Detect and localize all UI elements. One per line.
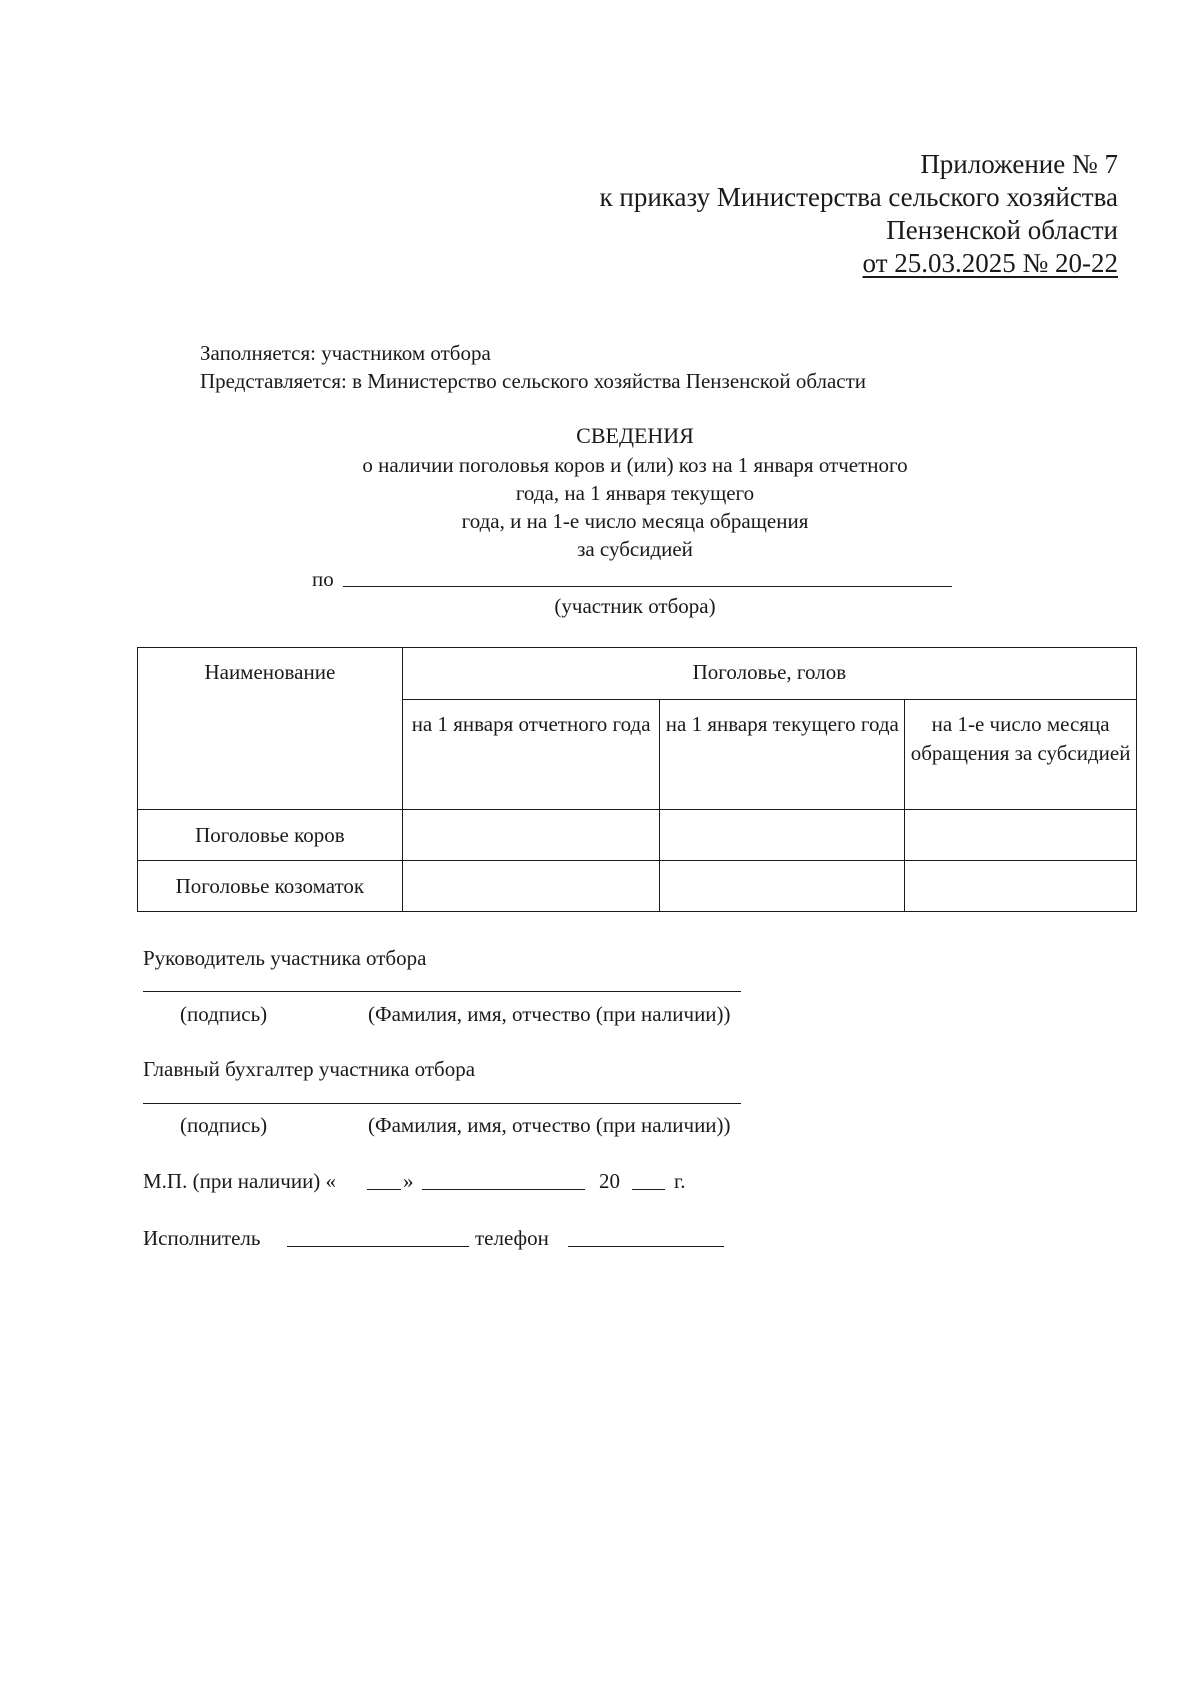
heading-line-1: о наличии поголовья коров и (или) коз на 1 января отчетного	[362, 453, 908, 477]
executor-field[interactable]	[287, 1246, 469, 1247]
phone-field[interactable]	[568, 1246, 724, 1247]
livestock-table	[137, 647, 1137, 912]
month-field[interactable]	[422, 1189, 585, 1190]
heading-line-2: года, на 1 января текущего	[515, 481, 755, 505]
head-signature-caption: (подпись)	[180, 1002, 268, 1026]
phone-label: телефон	[475, 1226, 549, 1250]
head-name-caption: (Фамилия, имя, отчество (при наличии))	[368, 1002, 731, 1026]
header-name-label: Наименование	[204, 660, 336, 684]
year-field[interactable]	[632, 1189, 665, 1190]
filled-by-line: Заполняется: участником отбора	[200, 341, 491, 365]
appendix-order-line: к приказу Министерства сельского хозяйства	[599, 182, 1118, 212]
appendix-header	[600, 148, 1118, 280]
table-row	[138, 810, 1137, 861]
input-cell[interactable]	[660, 861, 905, 912]
quote-close: »	[403, 1169, 414, 1193]
input-cell[interactable]	[905, 810, 1137, 861]
input-cell[interactable]	[660, 810, 905, 861]
accountant-label: Главный бухгалтер участника отбора	[143, 1057, 476, 1081]
year-prefix: 20	[599, 1169, 620, 1193]
participant-caption: (участник отбора)	[554, 594, 716, 618]
header-group-label: Поголовье, голов	[692, 660, 847, 684]
po-label: по	[312, 567, 334, 591]
input-cell[interactable]	[402, 861, 660, 912]
subcol-label: на 1 января отчетного года	[411, 712, 651, 736]
participant-name-field[interactable]	[343, 586, 952, 587]
day-field[interactable]	[367, 1189, 401, 1190]
header-group-cell	[402, 648, 1136, 700]
head-label: Руководитель участника отбора	[143, 946, 427, 970]
document-title: СВЕДЕНИЯ	[576, 423, 694, 448]
input-cell[interactable]	[402, 810, 660, 861]
year-suffix: г.	[674, 1169, 686, 1193]
accountant-signature-line[interactable]	[143, 1103, 741, 1104]
table-row	[138, 861, 1137, 912]
appendix-date-line: от 25.03.2025 № 20-22	[862, 248, 1118, 278]
heading-line-4: за субсидией	[577, 537, 693, 561]
appendix-number: Приложение № 7	[920, 149, 1118, 179]
subcol-label: на 1-е число месяца обращения за субсидией	[910, 712, 1131, 765]
row-label: Поголовье козоматок	[175, 873, 365, 898]
executor-label: Исполнитель	[143, 1226, 261, 1250]
submitted-to-line: Представляется: в Министерство сельского хозяйства Пензенской области	[200, 369, 867, 393]
header-subcol-reporting-year	[402, 700, 660, 810]
accountant-signature-caption: (подпись)	[180, 1113, 268, 1137]
header-subcol-application-month	[905, 700, 1137, 810]
row-label: Поголовье коров	[195, 822, 345, 847]
row-label-cows	[138, 810, 403, 861]
subcol-label: на 1 января текущего года	[665, 712, 899, 736]
header-subcol-current-year	[660, 700, 905, 810]
header-name-cell	[138, 648, 403, 810]
accountant-name-caption: (Фамилия, имя, отчество (при наличии))	[368, 1113, 731, 1137]
heading-line-3: года, и на 1-е число месяца обращения	[461, 509, 809, 533]
stamp-label: М.П. (при наличии) «	[143, 1169, 337, 1193]
row-label-goats	[138, 861, 403, 912]
head-signature-line[interactable]	[143, 991, 741, 992]
appendix-region-line: Пензенской области	[886, 215, 1118, 245]
input-cell[interactable]	[905, 861, 1137, 912]
